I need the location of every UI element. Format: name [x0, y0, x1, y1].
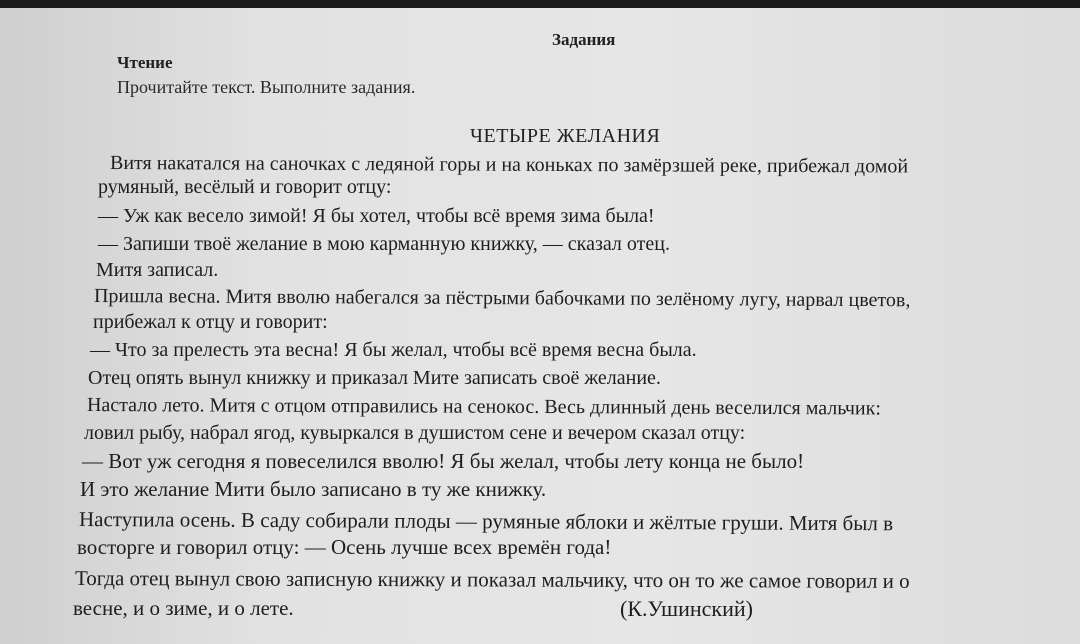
author-signature: (К.Ушинский) [620, 596, 753, 621]
top-edge-bar [0, 0, 1080, 8]
story-line: — Что за прелесть эта весна! Я бы желал, чтобы всё время весна была. [90, 339, 697, 361]
document-page [0, 8, 1080, 644]
story-line: Наступила осень. В саду собирали плоды — румяные яблоки и жёлтые груши. Митя был в [78, 507, 894, 536]
story-line: — Запиши твоё желание в мою карманную книжку, — сказал отец. [98, 233, 670, 255]
story-line: прибежал к отцу и говорит: [93, 311, 328, 333]
story-line: Пришла весна. Митя вволю набегался за пёстрыми бабочками по зелёному лугу, нарвал цветов, [93, 285, 911, 312]
story-line: Тогда отец вынул свою записную книжку и показал мальчику, что он то же самое говорил и о [74, 566, 910, 593]
story-line: — Уж как весело зимой! Я бы хотел, чтобы всё время зима была! [98, 205, 655, 227]
story-line: весне, и о зиме, и о лете. [73, 596, 294, 620]
story-line: румяный, весёлый и говорит отцу: [98, 176, 392, 198]
story-line: Митя записал. [96, 259, 219, 281]
instruction-text: Прочитайте текст. Выполните задания. [117, 77, 416, 97]
document-header: Задания [552, 30, 616, 49]
story-line: — Вот уж сегодня я повеселился вволю! Я бы желал, чтобы лету конца не было! [82, 449, 805, 473]
section-title: Чтение [117, 53, 173, 72]
story-line: Настало лето. Митя с отцом отправились на сенокос. Весь длинный день веселился мальчик: [86, 394, 881, 420]
story-line: Витя накатался на саночках с ледяной горы и на коньках по замёрзшей реке, прибежал домой [109, 152, 909, 178]
story-line: Отец опять вынул книжку и приказал Мите записать своё желание. [88, 367, 661, 389]
story-line: восторге и говорил отцу: — Осень лучше всех времён года! [77, 535, 612, 559]
story-line: ловил рыбу, набрал ягод, кувыркался в душистом сене и вечером сказал отцу: [84, 422, 746, 444]
story-line: И это желание Мити было записано в ту же книжку. [80, 477, 547, 501]
story-title: ЧЕТЫРЕ ЖЕЛАНИЯ [470, 125, 661, 147]
